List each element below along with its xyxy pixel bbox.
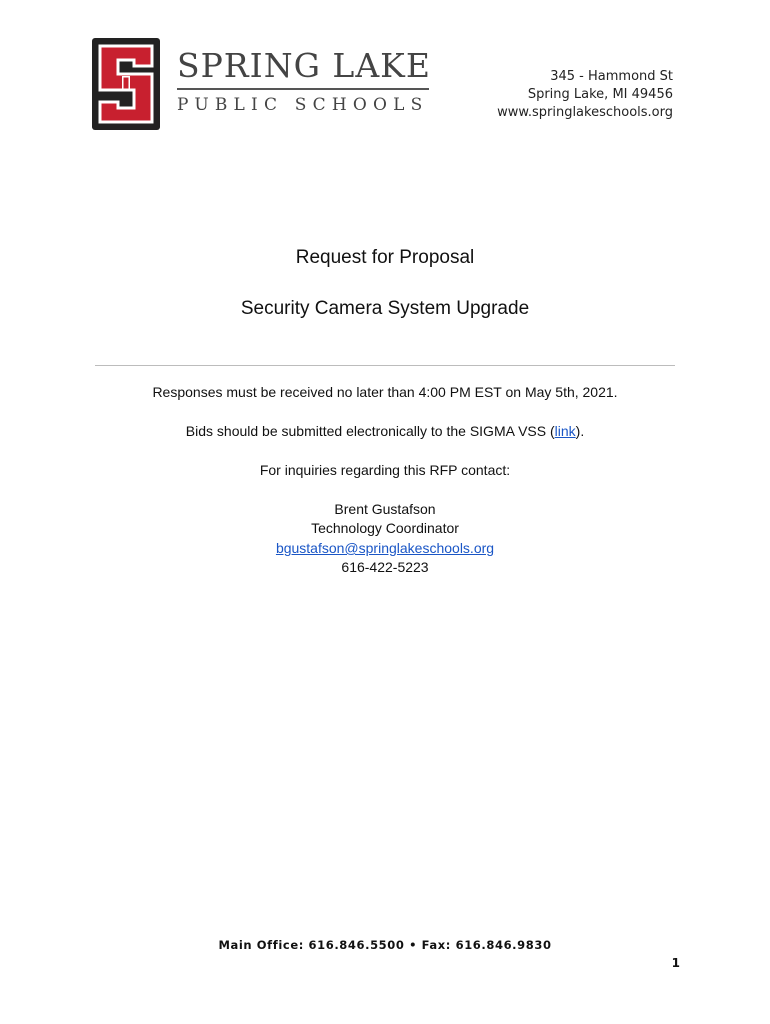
footer-contact: Main Office: 616.846.5500 • Fax: 616.846.9830 — [218, 938, 552, 952]
contact-title: Technology Coordinator — [311, 520, 459, 536]
bids-text — [0, 423, 770, 439]
page-number: 1 — [671, 956, 680, 970]
address-street: 345 - Hammond St — [550, 69, 673, 84]
document-subtitle: Security Camera System Upgrade — [240, 298, 530, 319]
brand-divider — [177, 88, 429, 90]
address-city: Spring Lake, MI 49456 — [527, 87, 673, 102]
sl-logo-icon — [90, 36, 162, 132]
sigma-vss-link[interactable]: link — [554, 423, 576, 439]
address-block — [497, 68, 673, 122]
document-title: Request for Proposal — [295, 247, 475, 268]
contact-phone: 616-422-5223 — [341, 559, 429, 575]
horizontal-divider — [95, 365, 675, 366]
bids-prefix: Bids should be submitted electronically to the SIGMA VSS ( — [185, 423, 555, 439]
website-text: www.springlakeschools.org — [497, 105, 673, 120]
brand-subtitle: PUBLIC SCHOOLS — [177, 95, 429, 115]
inquiries-text: For inquiries regarding this RFP contact: — [259, 462, 511, 478]
deadline-text: Responses must be received no later than 4:00 PM EST on May 5th, 2021. — [152, 384, 618, 400]
bids-suffix: ). — [575, 423, 585, 439]
brand-wordmark — [177, 46, 431, 115]
school-logo — [90, 36, 162, 137]
contact-email-link[interactable] — [0, 540, 770, 556]
email-link[interactable]: bgustafson@springlakeschools.org — [275, 540, 495, 556]
contact-name: Brent Gustafson — [334, 501, 436, 517]
brand-name: SPRING LAKE — [177, 46, 431, 85]
